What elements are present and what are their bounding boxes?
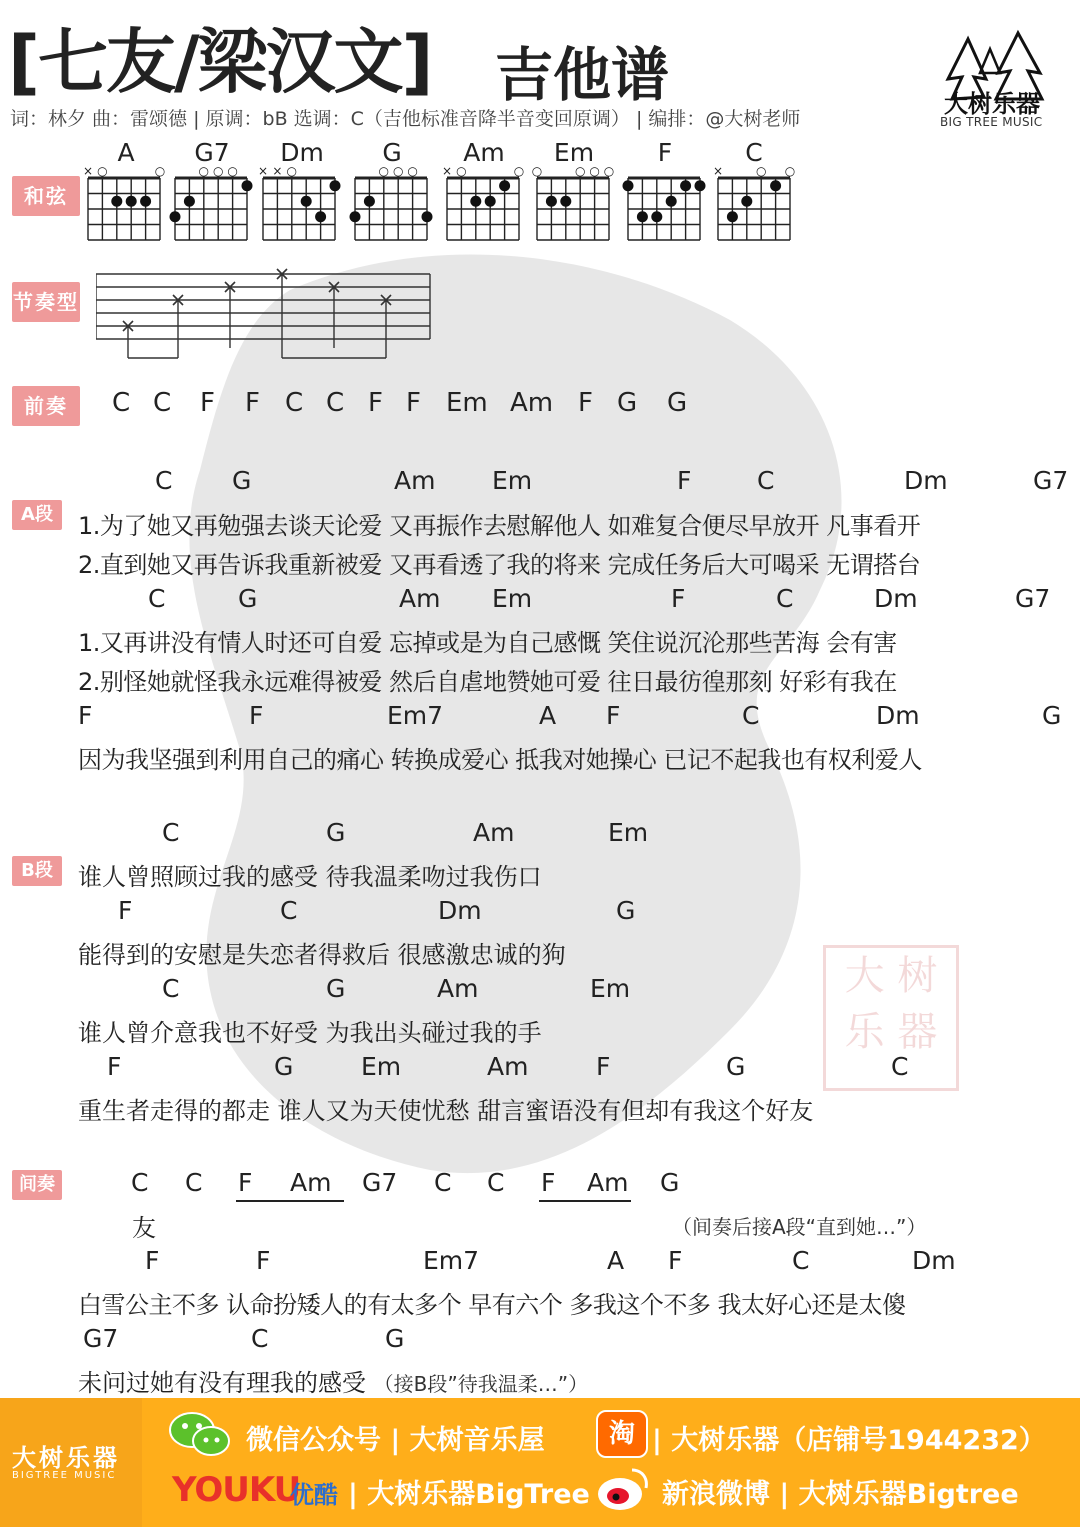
- finger-dot: [546, 196, 557, 207]
- svg-text:○: ○: [378, 166, 390, 178]
- intro-chord: C: [285, 388, 304, 418]
- tag-b-section: B段: [12, 856, 62, 886]
- svg-text:○: ○: [154, 166, 166, 178]
- chord: G7: [1015, 584, 1051, 613]
- chord: F: [249, 701, 264, 730]
- a-lyric-1a: 1.为了她又再勉强去谈天论爱 又再振作去慰解他人 如难复合便尽早放开 凡事看开: [78, 512, 921, 540]
- chord: G7: [1033, 466, 1069, 495]
- chord: Dm: [912, 1246, 956, 1275]
- finger-dot: [727, 211, 738, 222]
- beat-underline: [539, 1200, 631, 1202]
- intro-chord: G: [667, 388, 688, 418]
- a-lyric-2b: 2.别怪她就怪我永远难得被爱 然后自虐地赞她可爱 往日最彷徨那刻 好彩有我在: [78, 668, 897, 696]
- chord-diagram: [713, 166, 795, 240]
- svg-text:○: ○: [589, 166, 600, 178]
- chord: F: [596, 1052, 611, 1081]
- footer-wechat[interactable]: 微信公众号 | 大树音乐屋: [246, 1425, 545, 1456]
- wechat-icon[interactable]: [168, 1410, 232, 1460]
- svg-text:○: ○: [755, 166, 767, 178]
- intro-chord: F: [406, 388, 421, 418]
- chord: C: [757, 466, 775, 495]
- chord-name: G7: [194, 138, 230, 167]
- chord-diagram: [170, 166, 253, 240]
- b-chord-line-2: [0, 896, 1080, 930]
- svg-text:×: ×: [441, 166, 453, 178]
- svg-text:○: ○: [407, 166, 418, 178]
- finger-dot: [184, 196, 195, 207]
- chord: F: [541, 1168, 556, 1197]
- svg-text:×: ×: [257, 166, 269, 178]
- rhythm-pattern: [96, 268, 432, 362]
- intro-chord: Am: [510, 388, 554, 418]
- chord: C: [891, 1052, 909, 1081]
- intro-chord: F: [245, 388, 260, 418]
- chord-name: C: [745, 138, 763, 167]
- finger-dot: [770, 180, 781, 191]
- chord: Em: [590, 974, 631, 1003]
- chord: A: [539, 701, 557, 730]
- chord-diagram: [83, 166, 165, 240]
- svg-text:○: ○: [286, 166, 298, 178]
- intro-chord: C: [112, 388, 131, 418]
- chord: Dm: [874, 584, 918, 613]
- finger-dot: [623, 180, 634, 191]
- chord-name: Dm: [280, 138, 324, 167]
- svg-text:○: ○: [227, 166, 238, 178]
- chord: Am: [399, 584, 441, 613]
- chord-diagram-row: [0, 138, 1080, 248]
- chord: Dm: [438, 896, 482, 925]
- svg-text:×: ×: [272, 166, 283, 178]
- chord-diagram: [442, 166, 524, 240]
- intro-chord: F: [578, 388, 593, 418]
- a-chord-line-1: [0, 466, 1080, 500]
- chord: G: [1042, 701, 1062, 730]
- a-chord-line-3: [0, 701, 1080, 735]
- chord: G7: [362, 1168, 398, 1197]
- footer-taobao[interactable]: | 大树乐器（店铺号1944232）: [652, 1425, 1046, 1456]
- finger-dot: [680, 180, 691, 191]
- chord: F: [78, 701, 93, 730]
- finger-dot: [422, 211, 433, 222]
- intro-chord: C: [326, 388, 345, 418]
- chord: Am: [587, 1168, 629, 1197]
- finger-dot: [140, 196, 151, 207]
- chord: F: [606, 701, 621, 730]
- chord: G: [274, 1052, 294, 1081]
- finger-dot: [315, 211, 326, 222]
- chord: G: [660, 1168, 680, 1197]
- chord: Am: [394, 466, 436, 495]
- chord-name: Am: [463, 138, 505, 167]
- chord: F: [256, 1246, 271, 1275]
- interlude-word: 友: [132, 1214, 156, 1242]
- footer-youku[interactable]: | 大树乐器BigTree: [348, 1479, 590, 1510]
- finger-dot: [637, 211, 648, 222]
- finger-dot: [485, 196, 496, 207]
- svg-text:○: ○: [531, 166, 543, 178]
- tag-chords: 和弦: [12, 176, 80, 216]
- chord: Em: [492, 466, 533, 495]
- chord: C: [792, 1246, 810, 1275]
- interlude-lyric-3: 未问过她有没有理我的感受 （接B段”待我温柔…”）: [78, 1369, 589, 1397]
- chord: Em7: [387, 701, 444, 730]
- tag-rhythm: 节奏型: [12, 282, 80, 322]
- finger-dot: [350, 211, 361, 222]
- chord: Am: [437, 974, 479, 1003]
- chord: C: [280, 896, 298, 925]
- chord: Dm: [876, 701, 920, 730]
- logo-name: 大树乐器: [944, 90, 1040, 118]
- footer-brand: 大树乐器: [12, 1444, 120, 1472]
- finger-dot: [126, 196, 137, 207]
- chord: C: [434, 1168, 452, 1197]
- svg-text:○: ○: [603, 166, 615, 178]
- weibo-icon[interactable]: [596, 1464, 652, 1514]
- interlude-chords: [0, 1168, 1080, 1204]
- chord: F: [238, 1168, 253, 1197]
- b-lyric-1: 谁人曾照顾过我的感受 待我温柔吻过我伤口: [78, 863, 542, 891]
- chord: Em7: [423, 1246, 480, 1275]
- chord: G: [616, 896, 636, 925]
- intro-chord: C: [153, 388, 172, 418]
- song-meta: 词：林夕 曲：雷颂德 | 原调：bB 选调：C（吉他标准音降半音变回原调） | 编排：@大树老师: [10, 108, 801, 130]
- chord: C: [487, 1168, 505, 1197]
- chord: G: [232, 466, 252, 495]
- beat-underline: [236, 1200, 344, 1202]
- interlude-note: （间奏后接A段“直到她…”）: [672, 1215, 927, 1239]
- chord-diagram: [258, 166, 341, 240]
- chord: C: [251, 1324, 269, 1353]
- chord: C: [776, 584, 794, 613]
- finger-dot: [301, 196, 312, 207]
- intro-chord: Em: [446, 388, 488, 418]
- chord-name: A: [117, 138, 135, 167]
- svg-text:○: ○: [97, 166, 108, 178]
- title-suffix: 吉他谱: [495, 41, 670, 109]
- intro-chord: F: [200, 388, 215, 418]
- chord: F: [107, 1052, 122, 1081]
- chord: C: [148, 584, 166, 613]
- chord: F: [677, 466, 692, 495]
- svg-text:×: ×: [712, 166, 724, 178]
- finger-dot: [651, 211, 662, 222]
- b-chord-line-1: [0, 818, 1080, 852]
- chord-name: F: [657, 138, 673, 167]
- chord: Em: [492, 584, 533, 613]
- chord-diagram: [532, 166, 614, 240]
- intro-chord: G: [617, 388, 638, 418]
- svg-text:×: ×: [82, 166, 94, 178]
- interlude-lyric-2: 白雪公主不多 认命扮矮人的有太多个 早有六个 多我这个不多 我太好心还是太傻: [78, 1291, 906, 1319]
- a-chord-line-2: [0, 584, 1080, 618]
- chord-diagram: [350, 166, 433, 240]
- interlude-chord-line-3: [0, 1324, 1080, 1358]
- chord: G: [326, 818, 346, 847]
- svg-text:○: ○: [456, 166, 467, 178]
- chord: Em: [608, 818, 649, 847]
- chord: C: [131, 1168, 149, 1197]
- chord: Dm: [904, 466, 948, 495]
- chord: F: [671, 584, 686, 613]
- b-lyric-4: 重生者走得的都走 谁人又为天使忧愁 甜言蜜语没有但却有我这个好友: [78, 1097, 814, 1125]
- seal-stamp: 大 树 乐 器: [823, 945, 959, 1091]
- finger-dot: [364, 196, 375, 207]
- svg-text:○: ○: [784, 166, 796, 178]
- logo-en: BIG TREE MUSIC: [940, 115, 1043, 129]
- finger-dot: [695, 180, 706, 191]
- finger-dot: [666, 196, 677, 207]
- svg-text:○: ○: [574, 166, 586, 178]
- taobao-icon[interactable]: 淘: [596, 1410, 648, 1458]
- chord: C: [162, 974, 180, 1003]
- chord-name: Em: [553, 138, 595, 167]
- footer-weibo[interactable]: 新浪微博 | 大树乐器Bigtree: [662, 1479, 1019, 1510]
- a-lyric-2a: 1.又再讲没有情人时还可自爱 忘掉或是为自己感慨 笑住说沉沦那些苦海 会有害: [78, 629, 897, 657]
- finger-dot: [111, 196, 122, 207]
- interlude-lyric-3-note: （接B段”待我温柔…”）: [373, 1372, 589, 1396]
- tag-a-section: A段: [12, 500, 62, 530]
- finger-dot: [470, 196, 481, 207]
- b-lyric-3: 谁人曾介意我也不好受 为我出头碰过我的手: [78, 1019, 542, 1047]
- svg-text:○: ○: [392, 166, 404, 178]
- chord: C: [185, 1168, 203, 1197]
- chord: G: [238, 584, 258, 613]
- finger-dot: [330, 180, 341, 191]
- interlude-chord-line-2: [0, 1246, 1080, 1280]
- finger-dot: [242, 180, 253, 191]
- chord-grids: [0, 166, 820, 246]
- intro-chord: F: [368, 388, 383, 418]
- a-lyric-3: 因为我坚强到利用自己的痛心 转换成爱心 抵我对她操心 已记不起我也有权利爱人: [78, 746, 922, 774]
- youku-cn[interactable]: 优酷: [290, 1481, 338, 1509]
- chord: G: [385, 1324, 405, 1353]
- chord: G: [326, 974, 346, 1003]
- chord: C: [742, 701, 760, 730]
- svg-text:○: ○: [198, 166, 210, 178]
- chord-diagram: [623, 178, 706, 240]
- chord-name: G: [382, 138, 402, 167]
- finger-dot: [499, 180, 510, 191]
- chord: F: [118, 896, 133, 925]
- finger-dot: [560, 196, 571, 207]
- svg-text:○: ○: [513, 166, 525, 178]
- finger-dot: [741, 196, 752, 207]
- youku-logo[interactable]: YOUKU: [172, 1470, 301, 1510]
- b-lyric-2: 能得到的安慰是失恋者得救后 很感激忠诚的狗: [78, 941, 566, 969]
- chord: A: [607, 1246, 625, 1275]
- finger-dot: [170, 211, 181, 222]
- intro-chords: [0, 388, 720, 424]
- chord: Am: [290, 1168, 332, 1197]
- footer-brand-en: BIGTREE MUSIC: [12, 1470, 117, 1481]
- chord: Em: [361, 1052, 402, 1081]
- a-lyric-1b: 2.直到她又再告诉我重新被爱 又再看透了我的将来 完成任务后大可喝采 无谓搭台: [78, 551, 921, 579]
- chord: F: [145, 1246, 160, 1275]
- tag-intro: 前奏: [12, 386, 80, 426]
- tag-interlude: 间奏: [12, 1170, 62, 1200]
- chord: F: [668, 1246, 683, 1275]
- chord: C: [162, 818, 180, 847]
- chord: Am: [487, 1052, 529, 1081]
- chord: G7: [83, 1324, 119, 1353]
- chord: Am: [473, 818, 515, 847]
- chord: C: [155, 466, 173, 495]
- song-title: [七友/梁汉文]: [8, 21, 432, 103]
- svg-text:○: ○: [212, 166, 224, 178]
- chord: G: [726, 1052, 746, 1081]
